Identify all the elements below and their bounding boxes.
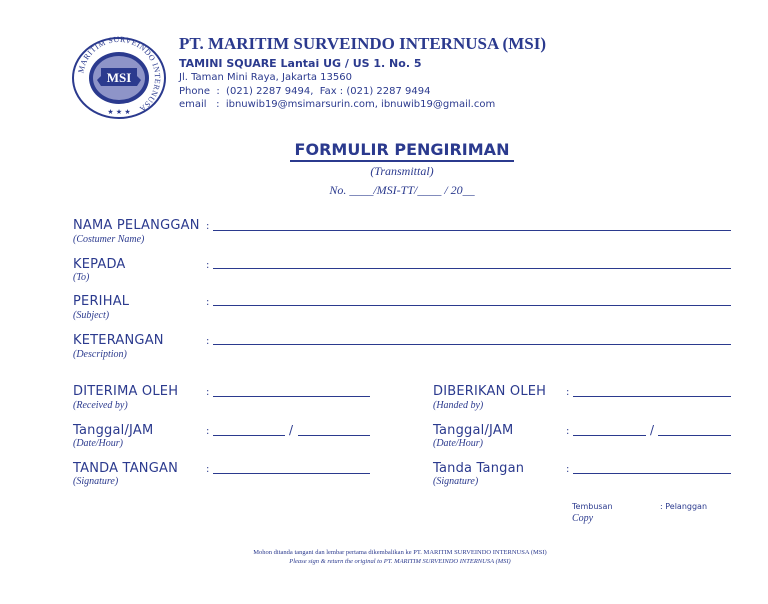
date-right-label: Tanggal/JAM (433, 423, 514, 438)
signature-left-sublabel: (Signature) (73, 476, 119, 487)
date-right-slash: / (650, 423, 655, 437)
handed-by-field[interactable] (573, 396, 731, 397)
copy-sublabel: Copy (572, 513, 594, 524)
subject-field[interactable] (213, 305, 731, 306)
hour-right-field[interactable] (658, 435, 731, 436)
received-by-field[interactable] (213, 396, 370, 397)
description-label: KETERANGAN (73, 333, 164, 348)
to-sublabel: (To) (73, 272, 90, 283)
form-subtitle: (Transmittal) (370, 164, 434, 178)
to-label: KEPADA (73, 257, 126, 272)
handed-by-colon: : (566, 387, 570, 398)
hour-left-field[interactable] (298, 435, 370, 436)
customer-field[interactable] (213, 230, 731, 231)
date-right-field[interactable] (573, 435, 646, 436)
signature-left-field[interactable] (213, 473, 370, 474)
form-number: No. ____/MSI-TT/____ / 20__ (329, 183, 475, 197)
customer-colon: : (206, 221, 210, 232)
description-field[interactable] (213, 344, 731, 345)
address-line-1: TAMINI SQUARE Lantai UG / US 1. No. 5 (179, 57, 422, 70)
company-logo (71, 36, 167, 120)
customer-label: NAMA PELANGGAN (73, 218, 200, 233)
subject-colon: : (206, 297, 210, 308)
signature-right-label: Tanda Tangan (433, 461, 525, 476)
footer-note: Mohon ditanda tangani dan lembar pertama dikembalikan ke PT. MARITIM SURVEINDO INTERNUSA (MSI) (253, 549, 547, 556)
copy-label: Tembusan (572, 502, 613, 511)
msi-seal-icon (71, 36, 167, 120)
to-colon: : (206, 260, 210, 271)
signature-left-label: TANDA TANGAN (73, 461, 178, 476)
date-right-colon: : (566, 426, 570, 437)
description-sublabel: (Description) (73, 349, 127, 360)
copy-value: : Pelanggan (660, 502, 708, 511)
signature-right-field[interactable] (573, 473, 731, 474)
received-by-colon: : (206, 387, 210, 398)
form-title: FORMULIR PENGIRIMAN (290, 140, 514, 162)
signature-left-colon: : (206, 464, 210, 475)
company-name: PT. MARITIM SURVEINDO INTERNUSA (MSI) (179, 34, 546, 53)
subject-sublabel: (Subject) (73, 310, 110, 321)
received-by-sublabel: (Received by) (73, 400, 128, 411)
address-line-2: Jl. Taman Mini Raya, Jakarta 13560 (179, 72, 352, 83)
customer-sublabel: (Costumer Name) (73, 234, 145, 245)
date-left-label: Tanggal/JAM (73, 423, 154, 438)
date-left-sublabel: (Date/Hour) (73, 438, 123, 449)
footer-note-english: Please sign & return the original to PT. MARITIM SURVEINDO INTERNUSA (MSI) (289, 558, 511, 565)
handed-by-label: DIBERIKAN OLEH (433, 384, 547, 399)
received-by-label: DITERIMA OLEH (73, 384, 179, 399)
email-line: email : ibnuwib19@msimarsurin.com, ibnuwib19@gmail.com (179, 99, 496, 110)
handed-by-sublabel: (Handed by) (433, 400, 484, 411)
date-right-sublabel: (Date/Hour) (433, 438, 483, 449)
to-field[interactable] (213, 268, 731, 269)
description-colon: : (206, 336, 210, 347)
signature-right-colon: : (566, 464, 570, 475)
signature-right-sublabel: (Signature) (433, 476, 479, 487)
date-left-colon: : (206, 426, 210, 437)
svg-text:★ ★ ★: ★ ★ ★ (107, 108, 131, 116)
date-left-field[interactable] (213, 435, 285, 436)
date-left-slash: / (289, 423, 294, 437)
subject-label: PERIHAL (73, 294, 130, 309)
svg-text:MSI: MSI (106, 70, 132, 85)
svg-text:MARITIM SURVEINDO INTERNUSA: MARITIM SURVEINDO INTERNUSA (76, 36, 163, 114)
phone-line: Phone : (021) 2287 9494, Fax : (021) 2287 9494 (179, 86, 431, 97)
